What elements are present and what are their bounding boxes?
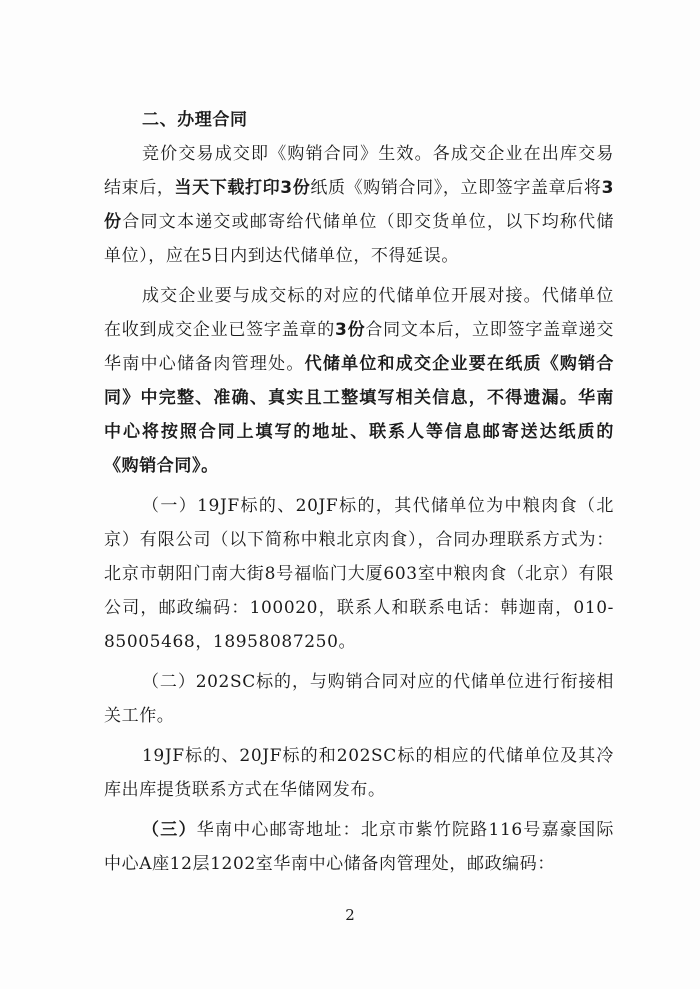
paragraph-contract-effect	[104, 137, 614, 273]
emphasis-text: 当天下载打印3份	[174, 178, 311, 198]
paragraph-text: 竞价交易成交即《购销合同》生效。各成交企业在出库交易结束后，	[104, 144, 614, 198]
paragraph-text: 合同文本递交或邮寄给代储单位（即交货单位，以下均称代储单位），应在5日内到达代储单位，不得延误。	[104, 212, 614, 266]
paragraph-text: 华南中心邮寄地址：北京市紫竹院路116号嘉豪国际中心A座12层1202室华南中心储备肉管理处，邮政编码：	[104, 820, 614, 874]
paragraph-text: 纸质《购销合同》，立即签字盖章后将	[310, 178, 602, 198]
page-number: 2	[345, 906, 355, 924]
paragraph-publish-info: 19JF标的、20JF标的和202SC标的相应的代储单位及其冷库出库提货联系方式在华储网发布。	[104, 746, 614, 800]
document-body	[104, 103, 614, 881]
paragraph-item-one: （一）19JF标的、20JF标的，其代储单位为中粮肉食（北京）有限公司（以下简称中粮北京肉食），合同办理联系方式为：北京市朝阳门南大街8号福临门大厦603室中粮肉食（北京）有限公司，邮政编码：100020，联系人和联系电话：韩迦南，010-85005468，18958087250。	[104, 496, 614, 652]
emphasis-text: 3份	[335, 320, 366, 340]
emphasis-text: 代储单位和成交企业要在纸质《购销合同》中完整、准确、真实且工整填写相关信息，不得遗漏。华南中心将按照合同上填写的地址、联系人等信息邮寄送达纸质的《购销合同》。	[104, 354, 614, 476]
emphasis-text: 3份	[104, 178, 614, 232]
paragraph-text: 成交企业要与成交标的对应的代储单位开展对接。代储单位在收到成交企业已签字盖章的	[104, 286, 614, 340]
paragraph-item-three	[104, 813, 614, 881]
paragraph-item-two: （二）202SC标的，与购销合同对应的代储单位进行衔接相关工作。	[104, 672, 614, 726]
section-heading: 二、办理合同	[142, 110, 248, 130]
paragraph-text: 合同文本后，立即签字盖章递交华南中心储备肉管理处。	[104, 320, 614, 374]
emphasis-text: （三）	[142, 820, 197, 840]
paragraph-docking	[104, 279, 614, 483]
